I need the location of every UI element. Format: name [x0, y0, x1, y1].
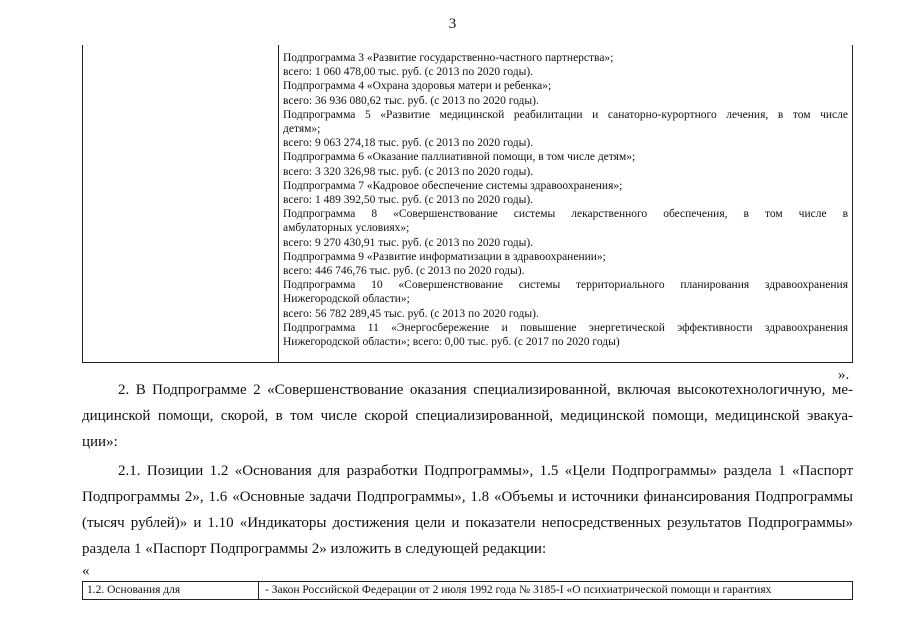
subprogram-line: всего: 9 063 274,18 тыс. руб. (с 2013 по 2020 годы).: [283, 137, 534, 150]
subprogram-line: Нижегородской области»;: [283, 293, 410, 306]
paragraph-line: раздела 1 «Паспорт Подпрограммы 2» изложить в следующей редакции:: [82, 541, 547, 557]
opening-quote: «: [82, 563, 90, 579]
subprogram-line: всего: 1 489 392,50 тыс. руб. (с 2013 по 2020 годы).: [283, 194, 534, 207]
subprogram-line: всего: 446 746,76 тыс. руб. (с 2013 по 2020 годы).: [283, 265, 525, 278]
subprogram-line: детям»;: [283, 123, 321, 136]
subprogram-line: Подпрограмма 7 «Кадровое обеспечение системы здравоохранения»;: [283, 179, 623, 192]
subprogram-line: Подпрограмма 8 «Совершенствование системы лекарственного обеспечения, в том числе в: [283, 208, 848, 221]
subprogram-line: всего: 3 320 326,98 тыс. руб. (с 2013 по 2020 годы).: [283, 165, 534, 178]
continuation-table-left-cell: [83, 45, 279, 362]
subprogram-line: всего: 56 782 289,45 тыс. руб. (с 2013 по 2020 годы).: [283, 307, 539, 320]
passport-table-content-cell: - Закон Российской Федерации от 2 июля 1992 года № 3185-I «О психиатрической помощи и гарантиях: [265, 584, 772, 596]
paragraph-2-1: [82, 458, 853, 562]
paragraph-line: (тысяч рублей)» и 1.10 «Индикаторы достижения цели и показатели непосредственных результатов Подпрограммы»: [82, 515, 853, 531]
paragraph-line: Подпрограммы 2», 1.6 «Основные задачи Подпрограммы», 1.8 «Объемы и источники финансирования Подпрограммы: [82, 489, 853, 505]
subprogram-line: всего: 9 270 430,91 тыс. руб. (с 2013 по 2020 годы).: [283, 236, 534, 249]
continuation-table-right-cell: [279, 45, 852, 362]
paragraph-line: 2. В Подпрограмме 2 «Совершенствование оказания специализированной, включая высокотехнологичную, ме-: [118, 382, 853, 398]
subprogram-line: Подпрограмма 6 «Оказание паллиативной помощи, в том числе детям»;: [283, 151, 636, 164]
subprogram-line: амбулаторных условиях»;: [283, 222, 410, 235]
paragraph-2: [82, 377, 853, 455]
subprogram-line: Подпрограмма 4 «Охрана здоровья матери и ребенка»;: [283, 80, 552, 93]
passport-table: [82, 581, 853, 600]
paragraph-line: дицинской помощи, скорой, в том числе скорой специализированной, медицинской помощи, медицинской эвакуа-: [82, 408, 853, 424]
subprogram-line: Подпрограмма 5 «Развитие медицинской реабилитации и санаторно-курортного лечения, в том числе: [283, 108, 848, 121]
subprogram-line: Нижегородской области»; всего: 0,00 тыс. руб. (с 2017 по 2020 годы): [283, 336, 620, 349]
subprogram-line: Подпрограмма 9 «Развитие информатизации в здравоохранении»;: [283, 250, 606, 263]
subprogram-line: Подпрограмма 10 «Совершенствование системы территориального планирования здравоохранения: [283, 279, 848, 292]
paragraph-line: ции»:: [82, 434, 118, 450]
subprogram-line: всего: 36 936 080,62 тыс. руб. (с 2013 по 2020 годы).: [283, 94, 539, 107]
continuation-table: [82, 45, 853, 363]
subprogram-line: Подпрограмма 11 «Энергосбережение и повышение энергетической эффективности здравоохранения: [283, 321, 848, 334]
page-number: 3: [448, 16, 457, 32]
passport-table-position-cell: 1.2. Основания для: [83, 582, 259, 599]
subprogram-line: Подпрограмма 3 «Развитие государственно-частного партнерства»;: [283, 52, 614, 64]
closing-quote: ».: [838, 367, 850, 383]
paragraph-line: 2.1. Позиции 1.2 «Основания для разработки Подпрограммы», 1.5 «Цели Подпрограммы» раздела 1 «Паспорт: [118, 463, 853, 479]
subprogram-line: всего: 1 060 478,00 тыс. руб. (с 2013 по 2020 годы).: [283, 66, 534, 79]
